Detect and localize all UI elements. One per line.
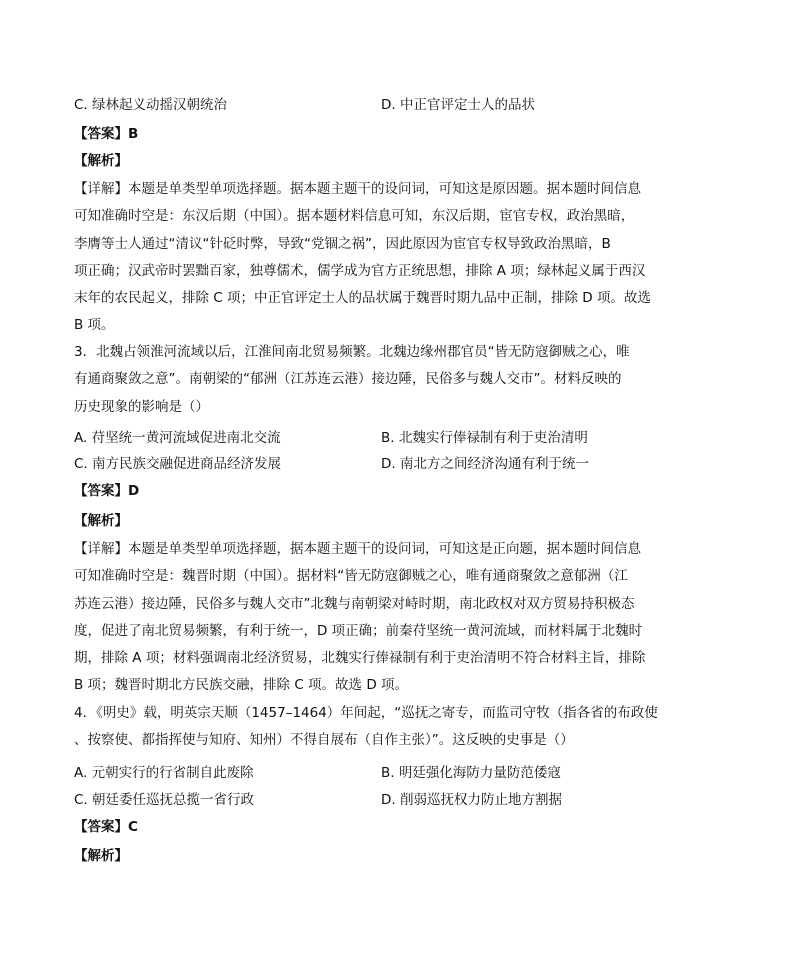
q3-analysis-tag [74,511,128,531]
q4-option-a: A. 元朝实行的行省制自此废除 [74,765,254,781]
q4-answer-value: C [128,819,138,835]
q2-detail-line: 李膺等士人通过“清议“针砭时弊，导致“党锢之祸”，因此原因为宦官专权导致政治黑暗，B [74,235,611,252]
q2-analysis-label: 【解析】 [74,153,128,169]
q2-option-d: D. 中正官评定士人的品状 [381,97,535,113]
q3-option-b: B. 北魏实行俸禄制有利于吏治清明 [381,430,588,446]
q3-detail-line: 苏连云港）接边陲，民俗多与魏人交市”北魏与南朝梁对峙时期，南北政权对双方贸易持积极态 [74,595,635,612]
q2-option-c: C. 绿林起义动摇汉朝统治 [74,97,228,113]
q3-detail-line: 【详解】本题是单类型单项选择题，据本题主题干的设问词，可知这是正向题，据本题时间信息 [74,541,641,557]
q2-answer-value: B [128,126,139,142]
q3-option-d: D. 南北方之间经济沟通有利于统一 [381,456,589,472]
q3-detail-line: 度，促进了南北贸易频繁，有利于统一，D 项正确；前秦苻坚统一黄河流域，而材料属于北魏时 [74,622,643,639]
q4-option-c: C. 朝廷委任巡抚总揽一省行政 [74,792,255,808]
q3-option-a: A. 苻坚统一黄河流域促进南北交流 [74,430,281,446]
q2-detail-line: 项正确；汉武帝时罢黜百家，独尊儒术，儒学成为官方正统思想，排除 A 项；绿林起义属于西汉 [74,262,646,279]
q3-stem [74,339,674,421]
q2-answer-tag: 【答案】 [74,126,128,142]
q4-stem-line: 4．《明史》载，明英宗天顺（1457–1464）年间起，“巡抚之寄专，而监司守牧（指各省的布政使 [74,705,658,721]
q2-analysis-tag [74,151,128,171]
q2-detail-line: B 项。 [74,317,115,334]
q4-answer-tag: 【答案】 [74,819,128,835]
q3-stem-line: 3．北魏占领淮河流域以后，江淮间南北贸易频繁。北魏边缘州郡官员“皆无防寇御贼之心，唯 [74,344,630,360]
q4-stem-line: 、按察使、都指挥使与知府、知州）不得自展布（自作主张）”。这反映的史事是（） [74,732,574,749]
q2-detail-line: 末年的农民起义，排除 C 项；中正官评定士人的品状属于魏晋时期九品中正制，排除 D 项。故选 [74,290,651,307]
q4-analysis-tag [74,846,128,866]
q3-detail [74,536,674,700]
q3-answer-value: D [128,483,140,499]
q4-answer [74,817,138,837]
q2-detail [74,176,674,340]
q3-answer-tag: 【答案】 [74,483,128,499]
q3-option-c: C. 南方民族交融促进商品经济发展 [74,456,282,472]
q4-option-d: D. 削弱巡抚权力防止地方割据 [381,792,562,808]
q3-stem-line: 有通商聚敛之意”。南朝梁的“郁洲（江苏连云港）接边陲，民俗多与魏人交市”。材料反映的 [74,371,622,388]
q2-answer [74,124,138,144]
q3-analysis-label: 【解析】 [74,513,128,529]
q3-detail-line: 可知准确时空是：魏晋时期（中国）。据材料“皆无防寇御贼之心，唯有通商聚敛之意郁洲（江 [74,568,628,585]
q4-stem [74,700,674,755]
q2-detail-line: 【详解】本题是单类型单项选择题。据本题主题干的设问词，可知这是原因题。据本题时间信息 [74,181,641,197]
q2-detail-line: 可知准确时空是：东汉后期（中国）。据本题材料信息可知，东汉后期，宦官专权，政治黑暗， [74,208,635,225]
q4-option-b: B. 明廷强化海防力量防范倭寇 [381,765,561,781]
q4-analysis-label: 【解析】 [74,848,128,864]
q3-answer [74,481,139,501]
q3-detail-line: B 项；魏晋时期北方民族交融，排除 C 项。故选 D 项。 [74,677,409,694]
q3-detail-line: 期，排除 A 项；材料强调南北经济贸易，北魏实行俸禄制有利于吏治清明不符合材料主旨，排除 [74,650,646,667]
q3-stem-line: 历史现象的影响是（） [74,398,209,415]
